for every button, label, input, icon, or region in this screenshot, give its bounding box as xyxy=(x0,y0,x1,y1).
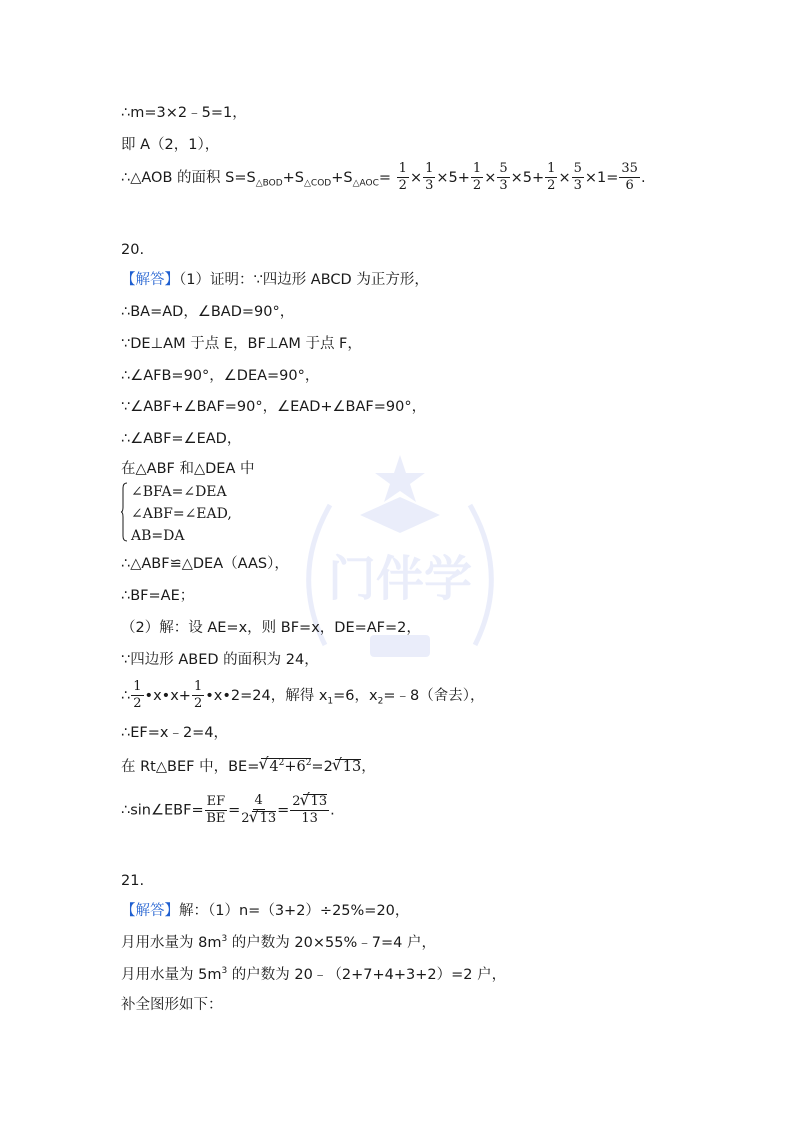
radicand: 13 xyxy=(259,811,277,827)
q20-line-5: ∵∠ABF+∠BAF=90°，∠EAD+∠BAF=90°， xyxy=(121,399,427,415)
exp-2: 2 xyxy=(305,758,312,768)
eq: = xyxy=(378,169,392,186)
q21-text-1: 解：（1）n=（3+2）÷25%=20， xyxy=(179,903,410,919)
fraction-numerator: 1 xyxy=(545,162,557,178)
sqrt-expression xyxy=(261,758,311,776)
fraction-denominator: 3 xyxy=(499,178,508,194)
period: . xyxy=(640,169,646,186)
exp-1: 2 xyxy=(278,758,285,768)
fraction xyxy=(423,162,435,194)
q20-line-14 xyxy=(121,758,376,776)
fraction-numerator xyxy=(290,794,329,811)
radicand: 13 xyxy=(310,794,328,809)
system-row-3: AB=DA xyxy=(131,528,185,544)
coef: 2 xyxy=(292,794,301,809)
fraction-numerator: EF xyxy=(205,795,228,811)
fraction-numerator: 1 xyxy=(397,162,409,178)
eq-2: =2 xyxy=(311,758,333,775)
times: × xyxy=(409,169,423,186)
q21-l2-post: 的户数为 20×55%﹣7=4 户， xyxy=(227,934,436,951)
q20-text-1: （1）证明：∵四边形 ABCD 为正方形， xyxy=(179,272,429,288)
line-m-value: ∴m=3×2﹣5=1， xyxy=(121,105,247,121)
mid: ×1= xyxy=(584,169,619,186)
fraction-denominator: 3 xyxy=(425,178,434,194)
answer-tag: 【解答】 xyxy=(121,903,179,919)
fraction-result xyxy=(290,794,329,827)
fraction xyxy=(572,162,584,194)
sub-bod: △BOD xyxy=(255,178,283,189)
therefore: ∴ xyxy=(121,687,131,704)
fraction-numerator: 5 xyxy=(497,162,509,178)
times: × xyxy=(484,169,497,186)
sqrt-13 xyxy=(335,759,361,776)
cube-sup: 3 xyxy=(221,934,228,944)
fraction xyxy=(497,162,509,194)
watermark-logo xyxy=(285,445,515,685)
q20-line-6: ∴∠ABF=∠EAD， xyxy=(121,431,242,447)
comma: ， xyxy=(361,758,376,775)
sub-2: 2 xyxy=(377,696,384,707)
radicand-4: 4 xyxy=(269,758,279,775)
fraction-ef-be xyxy=(205,795,228,827)
sub-aoc: △AOC xyxy=(352,178,379,189)
eq-post: •x•2=24，解得 x xyxy=(205,687,328,704)
eq-mid: •x•x+ xyxy=(144,687,191,704)
fraction-denominator: 2 xyxy=(133,696,142,712)
fraction-denominator: 2 xyxy=(193,696,203,712)
sub-1: 1 xyxy=(327,696,334,707)
sub-cod: △COD xyxy=(304,178,332,189)
eq-end: =﹣8（舍去）， xyxy=(383,687,485,704)
q20-line-12 xyxy=(121,680,484,712)
fraction-denominator: 6 xyxy=(625,178,634,194)
fraction-numerator: 1 xyxy=(131,680,143,696)
mid: ×5+ xyxy=(436,169,470,186)
q20-line-2: ∴BA=AD，∠BAD=90°， xyxy=(121,304,295,320)
eq2: = xyxy=(277,802,290,819)
be-prefix: 在 Rt△BEF 中，BE= xyxy=(121,758,260,775)
eq-mid2: =6，x xyxy=(333,687,378,704)
fraction-denominator: 2 xyxy=(547,178,556,194)
plus-1: +S xyxy=(282,169,304,186)
watermark-text: 门伴学 xyxy=(327,551,473,607)
system-row-2: ∠ABF=∠EAD, xyxy=(131,506,232,522)
fraction-denominator: 3 xyxy=(573,178,582,194)
times: × xyxy=(558,169,571,186)
q21-line-3 xyxy=(121,967,506,982)
fraction xyxy=(545,162,557,194)
q20-line-13: ∴EF=x﹣2=4， xyxy=(121,725,229,741)
fraction-numerator: 1 xyxy=(192,680,204,696)
fraction-numerator: 1 xyxy=(423,162,435,178)
q21-l3-pre: 月用水量为 5m xyxy=(121,966,222,983)
answer-tag: 【解答】 xyxy=(121,272,179,288)
q21-l3-post: 的户数为 20﹣（2+7+4+3+2）=2 户， xyxy=(227,966,507,983)
sqrt-13 xyxy=(303,794,328,809)
q20-line-3: ∵DE⊥AM 于点 E，BF⊥AM 于点 F， xyxy=(121,336,362,352)
q20-line-9: ∴BF=AE； xyxy=(121,588,195,604)
q20-line-10: （2）解：设 AE=x，则 BF=x，DE=AF=2， xyxy=(121,620,421,636)
coef: 2 xyxy=(241,811,250,827)
mid: ×5+ xyxy=(510,169,545,186)
q21-line-4: 补全图形如下： xyxy=(121,997,223,1013)
fraction-denominator: 2 xyxy=(472,178,482,194)
q21-l2-pre: 月用水量为 8m xyxy=(121,934,222,951)
line-point-a: 即 A（2，1）， xyxy=(121,137,220,153)
fraction-numerator: 5 xyxy=(572,162,584,178)
brace-icon xyxy=(121,482,128,542)
fraction xyxy=(471,162,483,194)
plus-6: +6 xyxy=(284,758,306,775)
fraction-4-over xyxy=(241,794,276,827)
eq1: = xyxy=(228,802,241,819)
q20-line-11: ∵四边形 ABED 的面积为 24， xyxy=(121,652,319,668)
fraction-denominator: 2 xyxy=(398,178,407,194)
period: . xyxy=(330,802,335,819)
question-number-21: 21. xyxy=(121,873,145,889)
system-row-1: ∠BFA=∠DEA xyxy=(131,484,227,500)
question-number-20: 20. xyxy=(121,242,145,258)
fraction-numerator: 1 xyxy=(471,162,483,178)
line-area-aob xyxy=(121,162,646,194)
fraction xyxy=(619,162,640,194)
q21-line-2 xyxy=(121,935,436,950)
radicand-13: 13 xyxy=(342,758,362,775)
plus-2: +S xyxy=(331,169,353,186)
q21-line-1 xyxy=(121,904,409,919)
cube-sup: 3 xyxy=(221,966,228,976)
sin-prefix: ∴sin∠EBF= xyxy=(121,802,204,819)
fraction xyxy=(192,680,204,712)
fraction xyxy=(397,162,409,194)
sqrt-13 xyxy=(252,811,277,826)
q20-line-7: 在△ABF 和△DEA 中 xyxy=(121,461,255,477)
area-prefix: ∴△AOB 的面积 S=S xyxy=(121,169,256,186)
fraction-denominator: 13 xyxy=(301,811,318,827)
q20-line-15 xyxy=(121,794,335,827)
q20-line-8: ∴△ABF≌△DEA（AAS）， xyxy=(121,556,289,572)
fraction-numerator: 35 xyxy=(619,162,640,178)
fraction-numerator: 4 xyxy=(253,794,265,810)
fraction-denominator xyxy=(241,810,276,826)
q20-line-1 xyxy=(121,273,429,288)
fraction-denominator: BE xyxy=(206,810,226,826)
q20-line-4: ∴∠AFB=90°，∠DEA=90°， xyxy=(121,368,320,384)
fraction xyxy=(131,680,143,712)
